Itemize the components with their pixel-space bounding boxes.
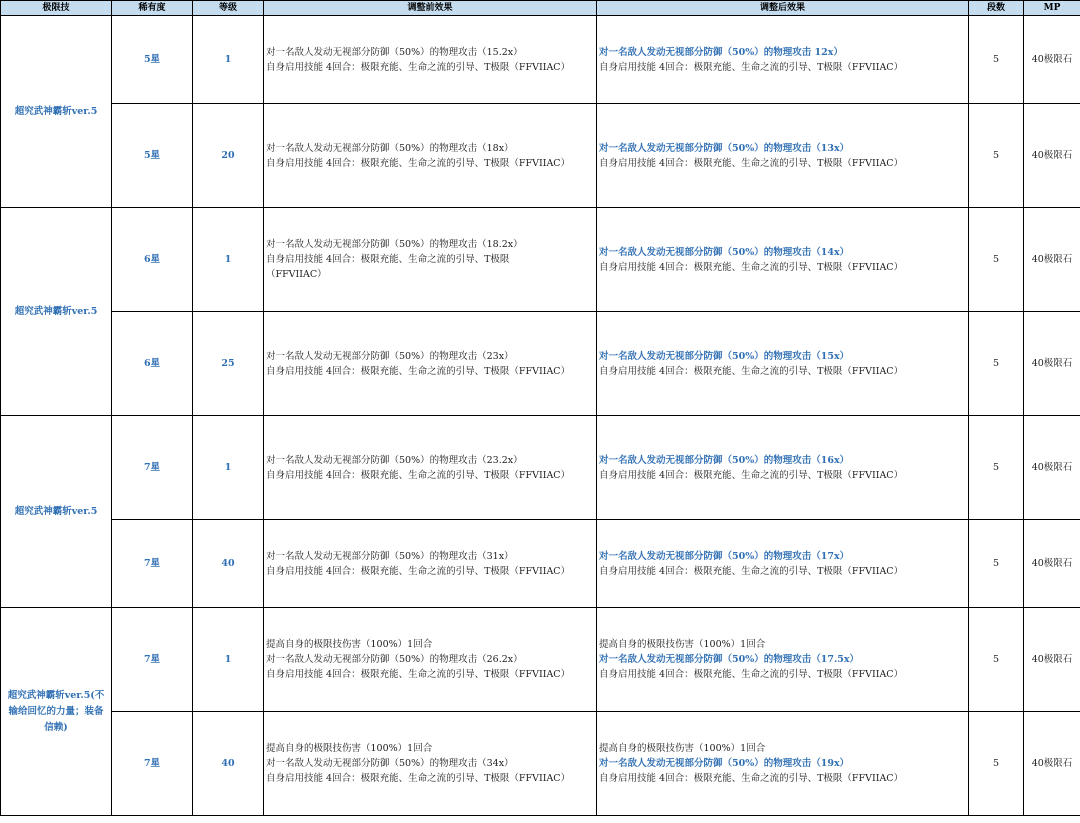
effect-line: 提高自身的极限技伤害（100%）1回合 [266,639,433,650]
header-level: 等级 [193,1,264,16]
table-row [1,608,1080,712]
mp-cell: 40极限石 [1024,608,1080,712]
limit-burst-name: 超究武神霸斩ver.5 [1,416,112,608]
effect-line: 对一名敌人发动无视部分防御（50%）的物理攻击（18.2x） [266,239,523,250]
mp-cell: 40极限石 [1024,312,1080,416]
effect-line: 自身启用技能 4回合：极限充能、生命之流的引导、T极限（FFVIIAC） [266,157,571,169]
mp-cell: 40极限石 [1024,712,1080,816]
level-cell: 1 [193,16,264,104]
header-limit-burst: 极限技 [1,1,112,16]
table-row [1,712,1080,816]
level-cell: 40 [193,712,264,816]
table-row [1,208,1080,312]
effect-line: 对一名敌人发动无视部分防御（50%）的物理攻击（31x） [266,550,514,562]
effect-line: 自身启用技能 4回合：极限充能、生命之流的引导、T极限（FFVIIAC） [599,469,904,481]
before-effect-cell [264,208,597,312]
effect-line: 自身启用技能 4回合：极限充能、生命之流的引导、T极限（FFVIIAC） [599,669,904,680]
rarity-cell: 5星 [112,16,193,104]
table-row [1,104,1080,208]
rarity-cell: 7星 [112,520,193,608]
hits-cell: 5 [969,712,1024,816]
hits-cell: 5 [969,416,1024,520]
before-effect-cell [264,16,597,104]
mp-cell: 40极限石 [1024,16,1080,104]
changed-effect-line: 对一名敌人发动无视部分防御（50%）的物理攻击（19x） [599,758,850,769]
effect-line: 自身启用技能 4回合：极限充能、生命之流的引导、T极限（FFVIIAC） [599,565,904,577]
before-effect-cell [264,104,597,208]
after-effect-cell [597,312,969,416]
after-effect-cell [597,520,969,608]
effect-line: 提高自身的极限技伤害（100%）1回合 [266,743,433,754]
level-cell: 25 [193,312,264,416]
rarity-cell: 5星 [112,104,193,208]
changed-effect-line: 对一名敌人发动无视部分防御（50%）的物理攻击 12x） [599,46,843,58]
effect-line: 自身启用技能 4回合：极限充能、生命之流的引导、T极限（FFVIIAC） [266,61,571,73]
effect-line: 自身启用技能 4回合：极限充能、生命之流的引导、T极限（FFVIIAC） [599,261,904,273]
after-effect-cell [597,712,969,816]
mp-cell: 40极限石 [1024,208,1080,312]
after-effect-cell [597,608,969,712]
mp-cell: 40极限石 [1024,520,1080,608]
hits-cell: 5 [969,608,1024,712]
table-row [1,520,1080,608]
rarity-cell: 6星 [112,312,193,416]
changed-effect-line: 对一名敌人发动无视部分防御（50%）的物理攻击（14x） [599,246,850,258]
effect-line: 提高自身的极限技伤害（100%）1回合 [599,743,766,754]
effect-line: 对一名敌人发动无视部分防御（50%）的物理攻击（34x） [266,758,514,769]
table-row [1,16,1080,104]
effect-line: 自身启用技能 4回合：极限充能、生命之流的引导、T极限（FFVIIAC） [599,61,904,73]
limit-burst-name: 超究武神霸斩ver.5 [1,16,112,208]
changed-effect-line: 对一名敌人发动无视部分防御（50%）的物理攻击（13x） [599,142,850,154]
effect-line: 对一名敌人发动无视部分防御（50%）的物理攻击（23.2x） [266,454,523,466]
header-row [1,1,1080,16]
level-cell: 1 [193,208,264,312]
effect-line: 自身启用技能 4回合：极限充能、生命之流的引导、T极限 [266,254,510,265]
after-effect-cell [597,16,969,104]
rarity-cell: 7星 [112,608,193,712]
effect-line: 对一名敌人发动无视部分防御（50%）的物理攻击（15.2x） [266,46,523,58]
mp-cell: 40极限石 [1024,416,1080,520]
table-row [1,416,1080,520]
rarity-cell: 6星 [112,208,193,312]
hits-cell: 5 [969,16,1024,104]
effect-line: 自身启用技能 4回合：极限充能、生命之流的引导、T极限（FFVIIAC） [266,773,571,784]
hits-cell: 5 [969,104,1024,208]
after-effect-cell [597,104,969,208]
before-effect-cell [264,712,597,816]
header-before: 调整前效果 [264,1,597,16]
effect-line: 对一名敌人发动无视部分防御（50%）的物理攻击（18x） [266,142,514,154]
effect-line: 自身启用技能 4回合：极限充能、生命之流的引导、T极限（FFVIIAC） [266,365,571,377]
changed-effect-line: 对一名敌人发动无视部分防御（50%）的物理攻击（17x） [599,550,850,562]
level-cell: 1 [193,416,264,520]
hits-cell: 5 [969,312,1024,416]
header-rarity: 稀有度 [112,1,193,16]
after-effect-cell [597,208,969,312]
header-hits: 段数 [969,1,1024,16]
effect-line: 自身启用技能 4回合：极限充能、生命之流的引导、T极限（FFVIIAC） [266,565,571,577]
rarity-cell: 7星 [112,416,193,520]
rarity-cell: 7星 [112,712,193,816]
hits-cell: 5 [969,520,1024,608]
effect-line: （FFVIIAC） [266,269,327,280]
level-cell: 40 [193,520,264,608]
limit-burst-name: 超究武神霸斩ver.5(不输给回忆的力量；装备信赖) [1,608,112,816]
effect-line: 自身启用技能 4回合：极限充能、生命之流的引导、T极限（FFVIIAC） [599,773,904,784]
before-effect-cell [264,312,597,416]
level-cell: 1 [193,608,264,712]
after-effect-cell [597,416,969,520]
hits-cell: 5 [969,208,1024,312]
before-effect-cell [264,608,597,712]
header-mp: MP [1024,1,1080,16]
mp-cell: 40极限石 [1024,104,1080,208]
limit-burst-name: 超究武神霸斩ver.5 [1,208,112,416]
effect-line: 自身启用技能 4回合：极限充能、生命之流的引导、T极限（FFVIIAC） [266,669,571,680]
effect-line: 自身启用技能 4回合：极限充能、生命之流的引导、T极限（FFVIIAC） [599,365,904,377]
effect-line: 对一名敌人发动无视部分防御（50%）的物理攻击（23x） [266,350,514,362]
changed-effect-line: 对一名敌人发动无视部分防御（50%）的物理攻击（16x） [599,454,850,466]
before-effect-cell [264,416,597,520]
effect-line: 对一名敌人发动无视部分防御（50%）的物理攻击（26.2x） [266,654,523,665]
changed-effect-line: 对一名敌人发动无视部分防御（50%）的物理攻击（17.5x） [599,654,860,665]
before-effect-cell [264,520,597,608]
effect-line: 自身启用技能 4回合：极限充能、生命之流的引导、T极限（FFVIIAC） [266,469,571,481]
table-body [1,16,1080,816]
level-cell: 20 [193,104,264,208]
changed-effect-line: 对一名敌人发动无视部分防御（50%）的物理攻击（15x） [599,350,850,362]
header-after: 调整后效果 [597,1,969,16]
table-row [1,312,1080,416]
effect-line: 自身启用技能 4回合：极限充能、生命之流的引导、T极限（FFVIIAC） [599,157,904,169]
effect-line: 提高自身的极限技伤害（100%）1回合 [599,639,766,650]
